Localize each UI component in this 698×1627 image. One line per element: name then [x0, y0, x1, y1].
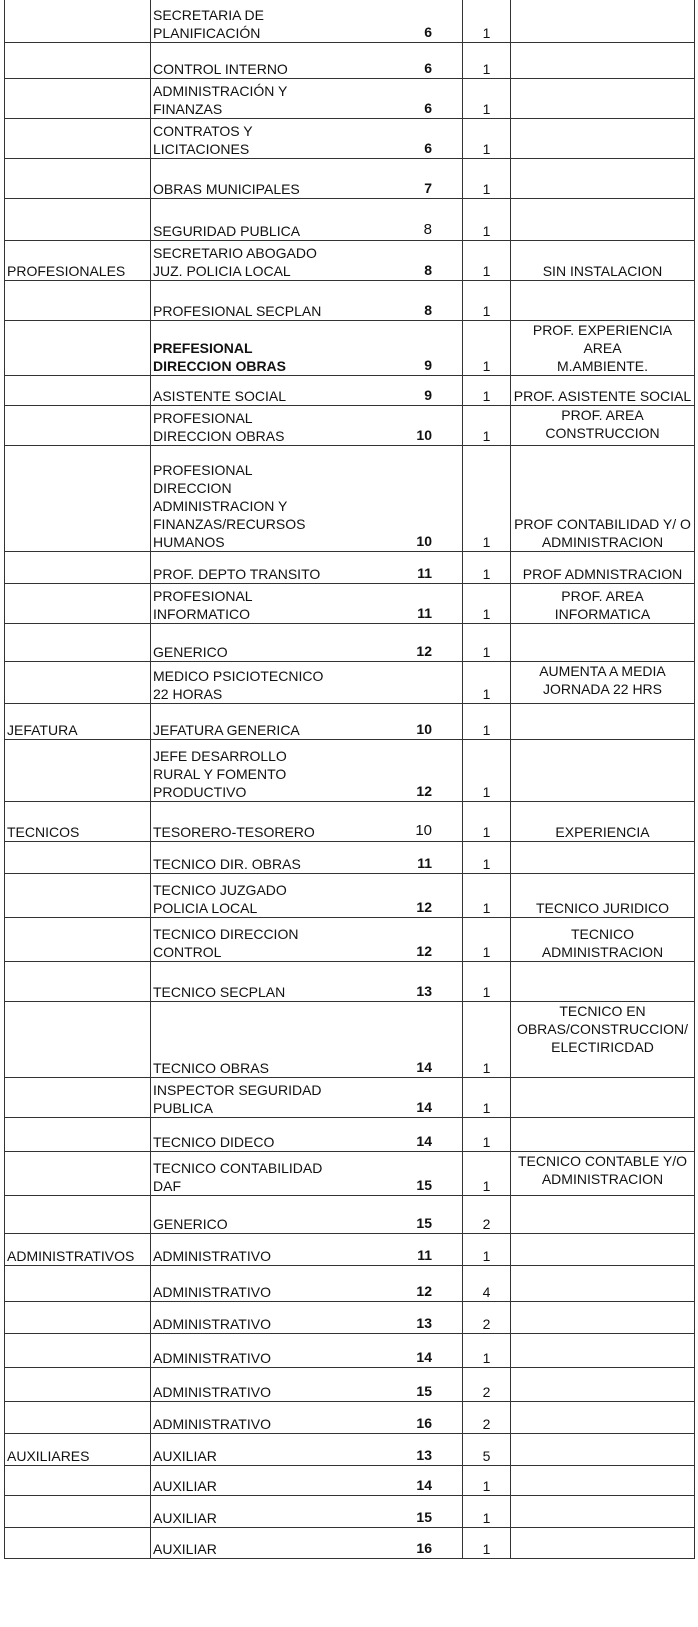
observation-cell — [511, 281, 695, 321]
position-name: OBRAS MUNICIPALES — [153, 181, 300, 197]
position-name: ADMINISTRATIVO — [153, 1316, 271, 1332]
observation-cell — [511, 1368, 695, 1402]
grade-value: 12 — [416, 783, 432, 799]
table-row — [5, 1466, 695, 1496]
position-name: TECNICO SECPLAN — [153, 984, 286, 1000]
position-name: ASISTENTE SOCIAL — [153, 388, 287, 404]
category-cell — [5, 406, 151, 446]
position-name-cell — [151, 552, 463, 584]
position-name-cell — [151, 704, 463, 740]
grade-value: 16 — [416, 1540, 432, 1556]
position-name: TECNICO DIDECO — [153, 1134, 275, 1150]
quantity-cell: 1 — [463, 446, 511, 552]
table-row — [5, 199, 695, 241]
observation-cell — [511, 1334, 695, 1368]
category-cell — [5, 624, 151, 662]
position-name-cell — [151, 662, 463, 704]
quantity-cell: 1 — [463, 43, 511, 79]
observation-cell: PROF CONTABILIDAD Y/ O ADMINISTRACION — [511, 446, 695, 552]
position-name: PROFESIONAL DIRECCION OBRAS — [153, 410, 285, 444]
quantity-cell: 1 — [463, 159, 511, 199]
position-name: ADMINISTRATIVO — [153, 1248, 271, 1264]
quantity-cell: 1 — [463, 874, 511, 918]
grade-value: 11 — [417, 605, 432, 621]
position-name-cell — [151, 1266, 463, 1302]
observation-cell — [511, 79, 695, 119]
observation-cell: PROF. ASISTENTE SOCIAL — [511, 376, 695, 406]
observation-cell: TECNICO EN OBRAS/CONSTRUCCION/ ELECTIRICDAD — [511, 1002, 695, 1078]
grade-value: 6 — [424, 60, 432, 76]
quantity-cell: 1 — [463, 241, 511, 281]
table-row — [5, 552, 695, 584]
quantity-cell: 1 — [463, 1496, 511, 1528]
category-cell: AUXILIARES — [5, 1434, 151, 1466]
grade-value: 12 — [416, 899, 432, 915]
table-row — [5, 0, 695, 43]
observation-cell — [511, 1496, 695, 1528]
grade-value: 16 — [416, 1415, 432, 1431]
quantity-cell: 1 — [463, 552, 511, 584]
grade-value: 15 — [416, 1383, 432, 1399]
position-name-cell — [151, 1334, 463, 1368]
category-cell — [5, 446, 151, 552]
grade-value: 13 — [416, 1315, 432, 1331]
category-cell: JEFATURA — [5, 704, 151, 740]
quantity-cell: 1 — [463, 1078, 511, 1118]
quantity-cell: 1 — [463, 624, 511, 662]
category-cell — [5, 552, 151, 584]
position-name: PROF. DEPTO TRANSITO — [153, 566, 321, 582]
position-name: AUXILIAR — [153, 1541, 217, 1557]
category-cell — [5, 1496, 151, 1528]
position-name: PROFESIONAL SECPLAN — [153, 303, 322, 319]
position-name-cell — [151, 159, 463, 199]
position-name: SECRETARIA DE PLANIFICACIÓN — [153, 7, 264, 41]
category-cell: ADMINISTRATIVOS — [5, 1234, 151, 1266]
position-name: TECNICO OBRAS — [153, 1060, 269, 1076]
position-name-cell — [151, 740, 463, 802]
table-row — [5, 281, 695, 321]
table-row — [5, 1434, 695, 1466]
position-name: TESORERO-TESORERO — [153, 824, 315, 840]
quantity-cell: 1 — [463, 962, 511, 1002]
table-row — [5, 962, 695, 1002]
grade-value: 10 — [416, 427, 432, 443]
observation-cell — [511, 1118, 695, 1152]
category-cell — [5, 159, 151, 199]
quantity-cell: 1 — [463, 740, 511, 802]
observation-cell: PROF. AREA CONSTRUCCION — [511, 406, 695, 446]
observation-cell — [511, 842, 695, 874]
position-name-cell — [151, 1434, 463, 1466]
category-cell — [5, 79, 151, 119]
observation-cell — [511, 1302, 695, 1334]
staffing-table-body — [5, 0, 695, 1559]
category-cell — [5, 1334, 151, 1368]
table-row — [5, 43, 695, 79]
category-cell — [5, 662, 151, 704]
position-name-cell — [151, 281, 463, 321]
position-name: SECRETARIO ABOGADO JUZ. POLICIA LOCAL — [153, 245, 317, 279]
grade-value: 7 — [424, 180, 432, 196]
table-row — [5, 376, 695, 406]
observation-cell — [511, 1196, 695, 1234]
position-name: TECNICO CONTABILIDAD DAF — [153, 1160, 323, 1194]
grade-value: 9 — [424, 387, 432, 403]
table-row — [5, 1528, 695, 1559]
table-row — [5, 119, 695, 159]
observation-cell — [511, 962, 695, 1002]
position-name: ADMINISTRATIVO — [153, 1284, 271, 1300]
category-cell — [5, 918, 151, 962]
table-row — [5, 241, 695, 281]
position-name-cell — [151, 446, 463, 552]
grade-value: 14 — [416, 1349, 432, 1365]
observation-cell — [511, 199, 695, 241]
observation-cell — [511, 159, 695, 199]
position-name-cell — [151, 802, 463, 842]
category-cell — [5, 199, 151, 241]
category-cell — [5, 119, 151, 159]
category-cell — [5, 874, 151, 918]
position-name-cell — [151, 1496, 463, 1528]
grade-value: 6 — [424, 140, 432, 156]
observation-cell — [511, 1234, 695, 1266]
table-row — [5, 1368, 695, 1402]
grade-value: 10 — [416, 721, 432, 737]
grade-value: 8 — [424, 262, 432, 278]
table-row — [5, 704, 695, 740]
position-name: SEGURIDAD PUBLICA — [153, 223, 301, 239]
category-cell — [5, 962, 151, 1002]
position-name-cell — [151, 1368, 463, 1402]
position-name-cell — [151, 1196, 463, 1234]
position-name-cell — [151, 406, 463, 446]
category-cell — [5, 43, 151, 79]
category-cell — [5, 1002, 151, 1078]
table-row — [5, 584, 695, 624]
position-name: GENERICO — [153, 644, 228, 660]
position-name: AUXILIAR — [153, 1448, 217, 1464]
observation-cell — [511, 704, 695, 740]
quantity-cell: 1 — [463, 584, 511, 624]
observation-cell — [511, 740, 695, 802]
grade-value: 15 — [416, 1215, 432, 1231]
position-name-cell — [151, 962, 463, 1002]
quantity-cell: 1 — [463, 704, 511, 740]
position-name: GENERICO — [153, 1216, 228, 1232]
observation-cell — [511, 1402, 695, 1434]
table-row — [5, 406, 695, 446]
observation-cell: SIN INSTALACION — [511, 241, 695, 281]
position-name-cell — [151, 1302, 463, 1334]
position-name: TECNICO JUZGADO POLICIA LOCAL — [153, 882, 287, 916]
position-name: ADMINISTRATIVO — [153, 1384, 271, 1400]
category-cell — [5, 1152, 151, 1196]
category-cell — [5, 281, 151, 321]
table-row — [5, 159, 695, 199]
category-cell — [5, 584, 151, 624]
quantity-cell: 1 — [463, 119, 511, 159]
observation-cell — [511, 0, 695, 43]
category-cell: PROFESIONALES — [5, 241, 151, 281]
quantity-cell: 1 — [463, 1234, 511, 1266]
observation-cell — [511, 43, 695, 79]
position-name: PROFESIONAL INFORMATICO — [153, 588, 253, 622]
quantity-cell: 1 — [463, 281, 511, 321]
position-name-cell — [151, 79, 463, 119]
position-name: JEFATURA GENERICA — [153, 722, 300, 738]
grade-value: 8 — [423, 221, 432, 238]
table-row — [5, 1402, 695, 1434]
category-cell — [5, 1528, 151, 1559]
category-cell — [5, 1078, 151, 1118]
category-cell — [5, 842, 151, 874]
position-name: TECNICO DIR. OBRAS — [153, 856, 301, 872]
quantity-cell: 1 — [463, 79, 511, 119]
position-name-cell — [151, 584, 463, 624]
grade-value: 13 — [416, 983, 432, 999]
grade-value: 15 — [416, 1509, 432, 1525]
grade-value: 11 — [417, 855, 432, 871]
table-row — [5, 1002, 695, 1078]
table-row — [5, 624, 695, 662]
position-name-cell — [151, 842, 463, 874]
table-row — [5, 802, 695, 842]
position-name: CONTRATOS Y LICITACIONES — [153, 123, 253, 157]
grade-value: 11 — [417, 1247, 432, 1263]
table-row — [5, 1266, 695, 1302]
grade-value: 6 — [424, 100, 432, 116]
category-cell: TECNICOS — [5, 802, 151, 842]
observation-cell: TECNICO ADMINISTRACION — [511, 918, 695, 962]
position-name: ADMINISTRATIVO — [153, 1350, 271, 1366]
table-row — [5, 842, 695, 874]
grade-value: 15 — [416, 1177, 432, 1193]
position-name-cell — [151, 1466, 463, 1496]
position-name-cell — [151, 1402, 463, 1434]
category-cell — [5, 1368, 151, 1402]
observation-cell: PROF. EXPERIENCIA AREA M.AMBIENTE. — [511, 321, 695, 376]
grade-value: 14 — [416, 1133, 432, 1149]
grade-value: 12 — [416, 943, 432, 959]
position-name: MEDICO PSICIOTECNICO 22 HORAS — [153, 668, 324, 702]
table-row — [5, 1152, 695, 1196]
quantity-cell: 1 — [463, 1118, 511, 1152]
table-row — [5, 662, 695, 704]
table-row — [5, 1196, 695, 1234]
position-name-cell — [151, 1152, 463, 1196]
observation-cell: TECNICO CONTABLE Y/O ADMINISTRACION — [511, 1152, 695, 1196]
position-name: AUXILIAR — [153, 1478, 217, 1494]
table-row — [5, 874, 695, 918]
observation-cell — [511, 1466, 695, 1496]
table-row — [5, 1118, 695, 1152]
table-row — [5, 1078, 695, 1118]
quantity-cell: 1 — [463, 918, 511, 962]
observation-cell: EXPERIENCIA — [511, 802, 695, 842]
grade-value: 14 — [416, 1099, 432, 1115]
quantity-cell: 1 — [463, 662, 511, 704]
observation-cell: PROF ADMNISTRACION — [511, 552, 695, 584]
observation-cell — [511, 1078, 695, 1118]
quantity-cell: 1 — [463, 802, 511, 842]
category-cell — [5, 1266, 151, 1302]
category-cell — [5, 321, 151, 376]
category-cell — [5, 1302, 151, 1334]
position-name: INSPECTOR SEGURIDAD PUBLICA — [153, 1082, 322, 1116]
observation-cell: AUMENTA A MEDIA JORNADA 22 HRS — [511, 662, 695, 704]
table-row — [5, 1302, 695, 1334]
position-name-cell — [151, 874, 463, 918]
position-name-cell — [151, 1234, 463, 1266]
grade-value: 13 — [416, 1447, 432, 1463]
quantity-cell: 1 — [463, 1466, 511, 1496]
position-name-cell — [151, 43, 463, 79]
position-name: JEFE DESARROLLO RURAL Y FOMENTO PRODUCTIVO — [153, 748, 287, 800]
observation-cell — [511, 119, 695, 159]
quantity-cell: 1 — [463, 321, 511, 376]
position-name-cell — [151, 119, 463, 159]
quantity-cell: 2 — [463, 1196, 511, 1234]
table-row — [5, 740, 695, 802]
table-row — [5, 1496, 695, 1528]
staffing-table — [4, 0, 695, 1559]
quantity-cell: 1 — [463, 1002, 511, 1078]
position-name: PREFESIONAL DIRECCION OBRAS — [153, 340, 287, 374]
category-cell — [5, 0, 151, 43]
position-name-cell — [151, 1118, 463, 1152]
observation-cell — [511, 1266, 695, 1302]
position-name: ADMINISTRACIÓN Y FINANZAS — [153, 83, 288, 117]
grade-value: 10 — [415, 822, 432, 839]
grade-value: 12 — [416, 1283, 432, 1299]
position-name-cell — [151, 1528, 463, 1559]
category-cell — [5, 376, 151, 406]
quantity-cell: 2 — [463, 1368, 511, 1402]
observation-cell: TECNICO JURIDICO — [511, 874, 695, 918]
category-cell — [5, 740, 151, 802]
category-cell — [5, 1118, 151, 1152]
position-name: ADMINISTRATIVO — [153, 1416, 271, 1432]
grade-value: 10 — [416, 533, 432, 549]
quantity-cell: 1 — [463, 406, 511, 446]
grade-value: 11 — [417, 565, 432, 581]
position-name-cell — [151, 376, 463, 406]
observation-cell: PROF. AREA INFORMATICA — [511, 584, 695, 624]
observation-cell — [511, 624, 695, 662]
observation-cell — [511, 1528, 695, 1559]
table-row — [5, 321, 695, 376]
observation-cell — [511, 1434, 695, 1466]
quantity-cell: 1 — [463, 376, 511, 406]
position-name-cell — [151, 0, 463, 43]
table-row — [5, 446, 695, 552]
category-cell — [5, 1196, 151, 1234]
quantity-cell: 5 — [463, 1434, 511, 1466]
quantity-cell: 1 — [463, 1528, 511, 1559]
quantity-cell: 2 — [463, 1302, 511, 1334]
quantity-cell: 1 — [463, 842, 511, 874]
grade-value: 8 — [424, 302, 432, 318]
quantity-cell: 4 — [463, 1266, 511, 1302]
position-name-cell — [151, 624, 463, 662]
grade-value: 9 — [424, 357, 432, 373]
position-name-cell — [151, 1078, 463, 1118]
grade-value: 14 — [416, 1477, 432, 1493]
category-cell — [5, 1402, 151, 1434]
position-name-cell — [151, 1002, 463, 1078]
position-name: PROFESIONAL DIRECCION ADMINISTRACION Y FINANZAS/RECURSOS HUMANOS — [153, 462, 306, 550]
grade-value: 12 — [416, 643, 432, 659]
table-row — [5, 1334, 695, 1368]
position-name-cell — [151, 241, 463, 281]
position-name-cell — [151, 199, 463, 241]
position-name: CONTROL INTERNO — [153, 61, 288, 77]
table-row — [5, 1234, 695, 1266]
quantity-cell: 1 — [463, 0, 511, 43]
quantity-cell: 1 — [463, 1152, 511, 1196]
grade-value: 14 — [416, 1059, 432, 1075]
position-name-cell — [151, 321, 463, 376]
table-row — [5, 918, 695, 962]
position-name: AUXILIAR — [153, 1510, 217, 1526]
grade-value: 6 — [424, 24, 432, 40]
position-name: TECNICO DIRECCION CONTROL — [153, 926, 299, 960]
quantity-cell: 1 — [463, 1334, 511, 1368]
table-row — [5, 79, 695, 119]
category-cell — [5, 1466, 151, 1496]
quantity-cell: 2 — [463, 1402, 511, 1434]
position-name-cell — [151, 918, 463, 962]
quantity-cell: 1 — [463, 199, 511, 241]
